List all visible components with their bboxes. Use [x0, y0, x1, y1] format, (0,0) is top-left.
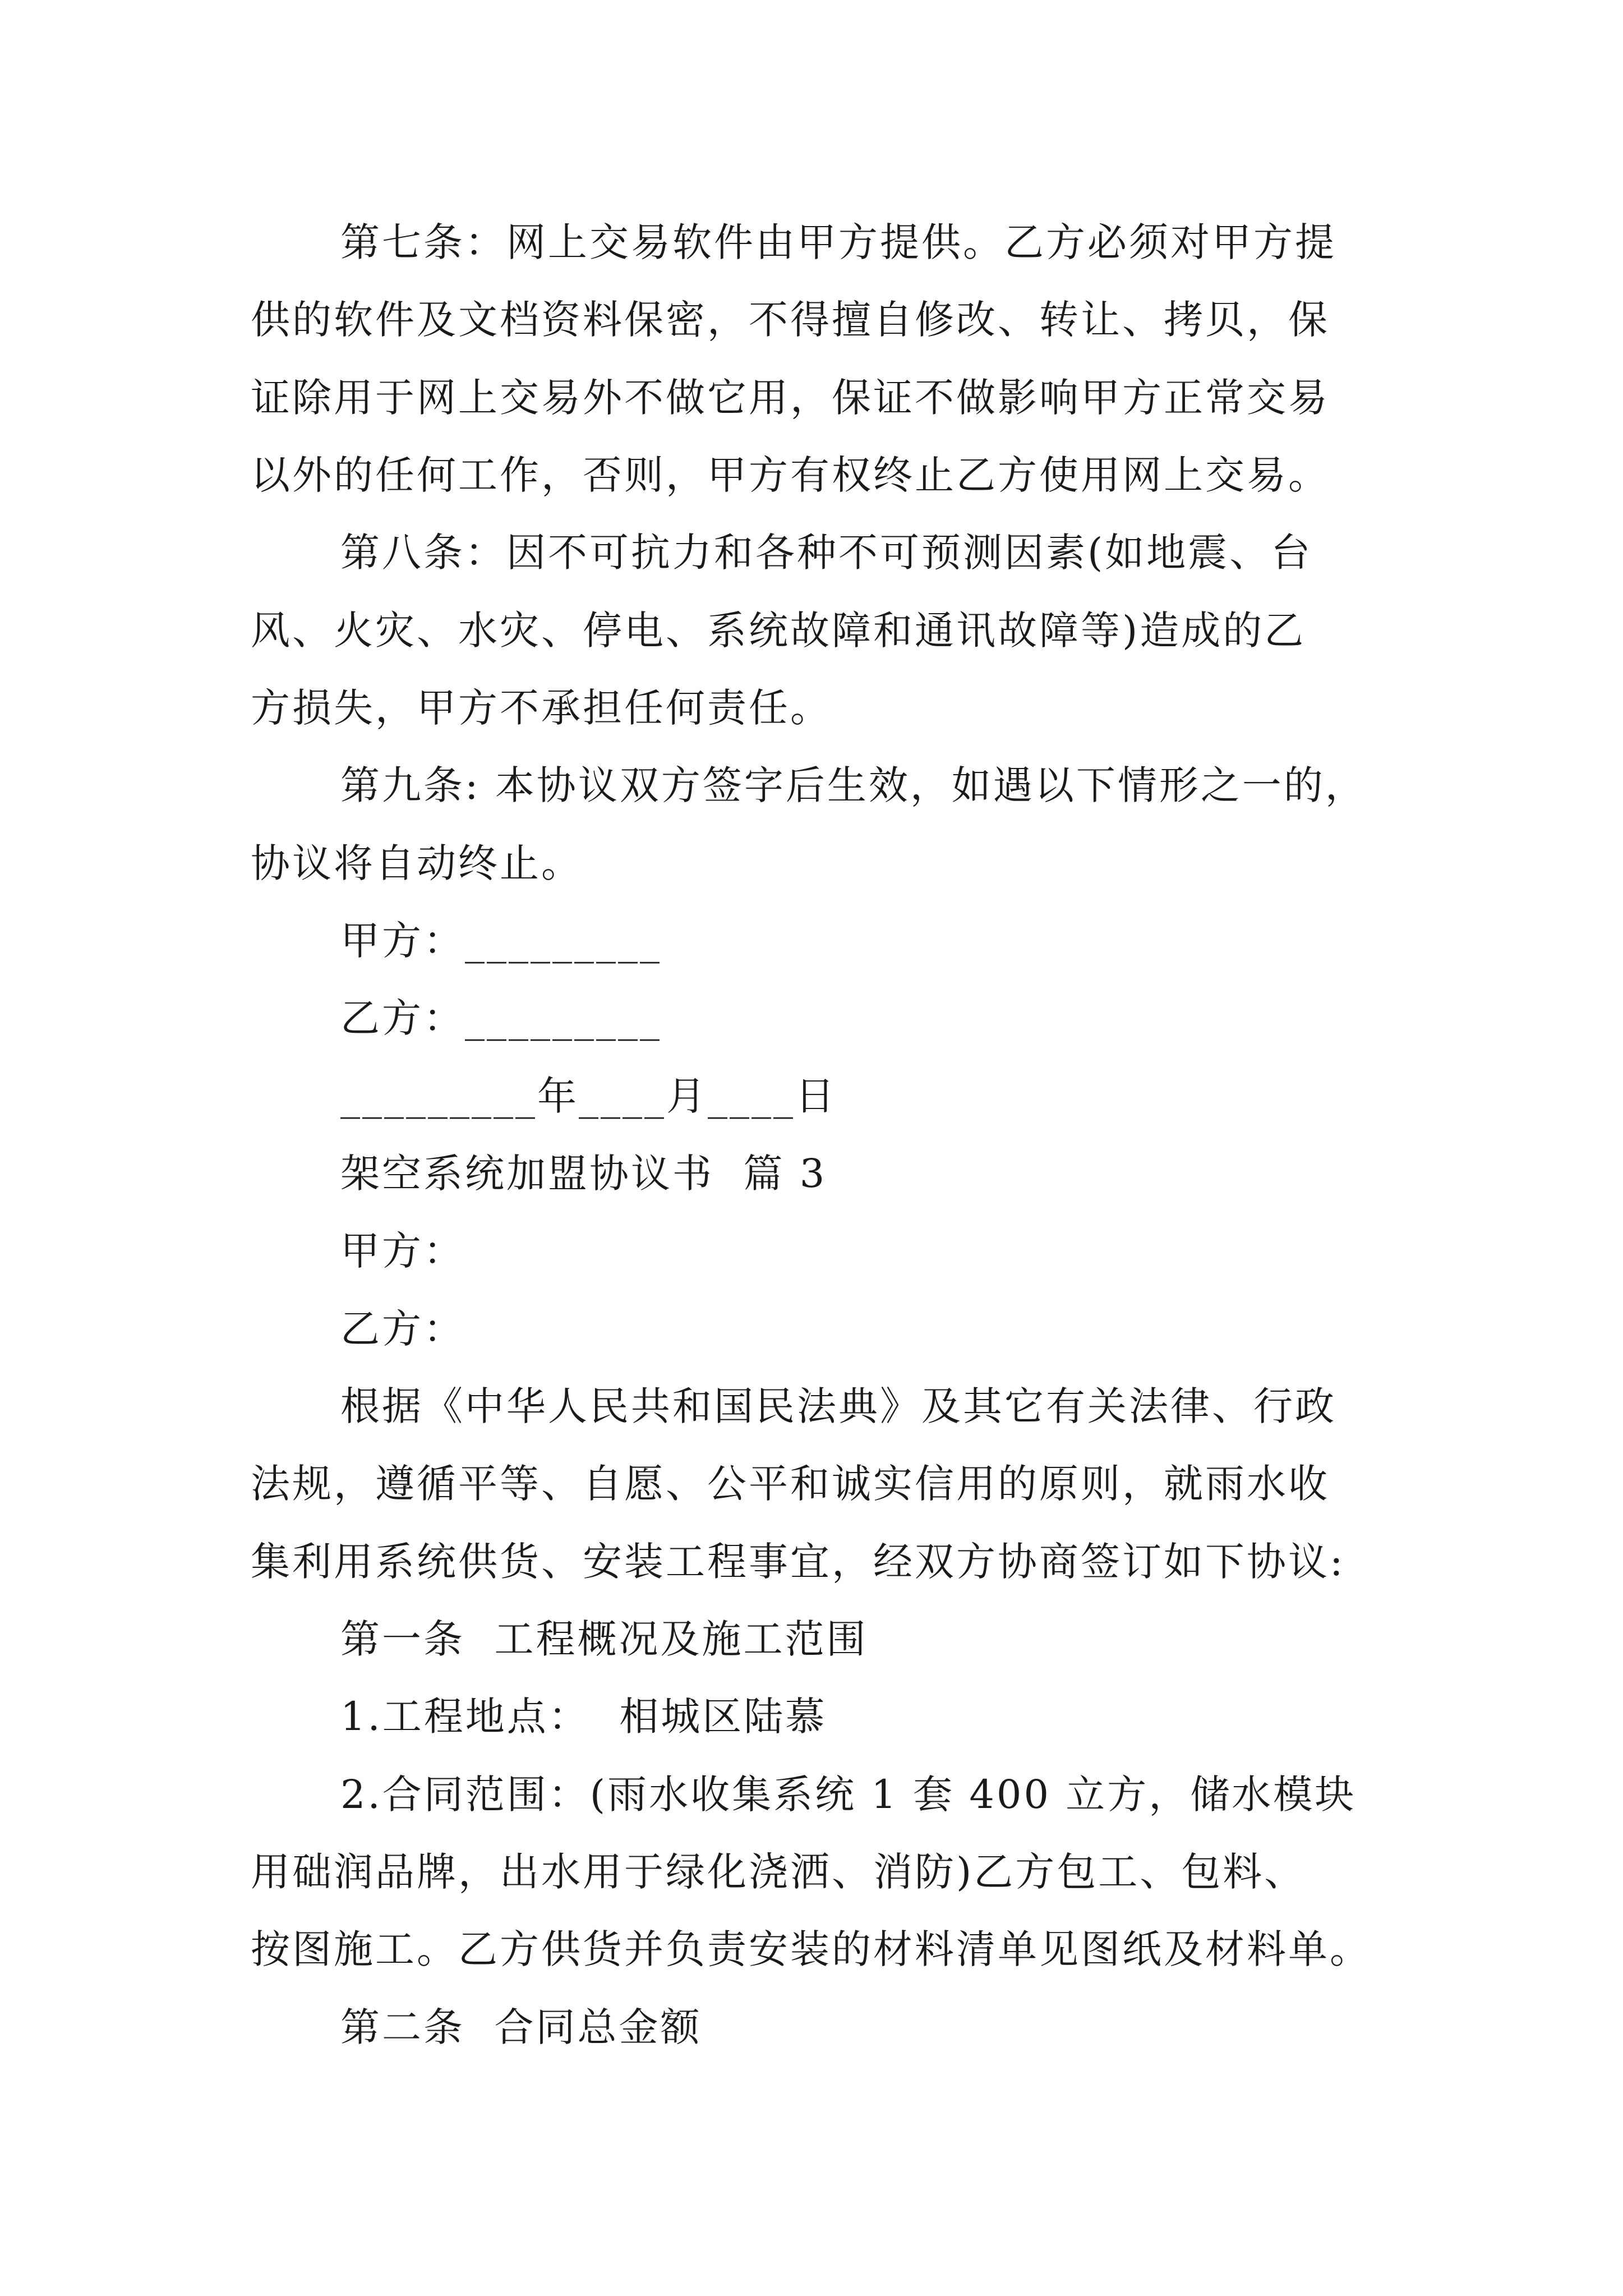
article-2-heading: 第二条 合同总金额	[340, 2004, 702, 2050]
section-title: 架空系统加盟协议书 篇 3	[340, 1151, 827, 1197]
article-7-line-1: 第七条：网上交易软件由甲方提供。乙方必须对甲方提	[340, 219, 1336, 265]
project-location: 1.工程地点： 相城区陆慕	[340, 1694, 827, 1740]
article-1-heading: 第一条 工程概况及施工范围	[340, 1616, 868, 1662]
party-a-signature-line: 甲方：_________	[340, 918, 662, 964]
article-8-line-2: 风、火灾、水灾、停电、系统故障和通讯故障等)造成的乙	[251, 608, 1306, 654]
article-7-line-3: 证除用于网上交易外不做它用，保证不做影响甲方正常交易	[251, 375, 1330, 421]
contract-scope-line-3: 按图施工。乙方供货并负责安装的材料清单见图纸及材料单。	[251, 1926, 1371, 1972]
article-7-line-4: 以外的任何工作，否则，甲方有权终止乙方使用网上交易。	[251, 452, 1330, 498]
contract-scope-line-2: 用础润品牌，出水用于绿化浇洒、消防)乙方包工、包料、	[251, 1849, 1306, 1895]
party-b-signature-line: 乙方：_________	[340, 995, 662, 1041]
article-7-line-2: 供的软件及文档资料保密，不得擅自修改、转让、拷贝，保	[251, 297, 1330, 343]
party-b-label: 乙方：	[340, 1306, 465, 1352]
party-a-label: 甲方：	[340, 1228, 465, 1274]
preamble-line-2: 法规，遵循平等、自愿、公平和诚实信用的原则，就雨水收	[251, 1461, 1330, 1507]
date-line: _________年____月____日	[340, 1073, 837, 1119]
article-9-line-2: 协议将自动终止。	[251, 840, 583, 886]
preamble-line-1: 根据《中华人民共和国民法典》及其它有关法律、行政	[340, 1383, 1336, 1429]
article-8-line-3: 方损失，甲方不承担任何责任。	[251, 685, 832, 731]
contract-scope-line-1: 2.合同范围：(雨水收集系统 1 套 400 立方，储水模块	[340, 1772, 1357, 1818]
article-9-line-1: 第九条: 本协议双方签字后生效，如遇以下情形之一的，	[340, 762, 1367, 808]
preamble-line-3: 集利用系统供货、安装工程事宜，经双方协商签订如下协议:	[251, 1539, 1345, 1585]
article-8-line-1: 第八条：因不可抗力和各种不可预测因素(如地震、台	[340, 530, 1313, 576]
